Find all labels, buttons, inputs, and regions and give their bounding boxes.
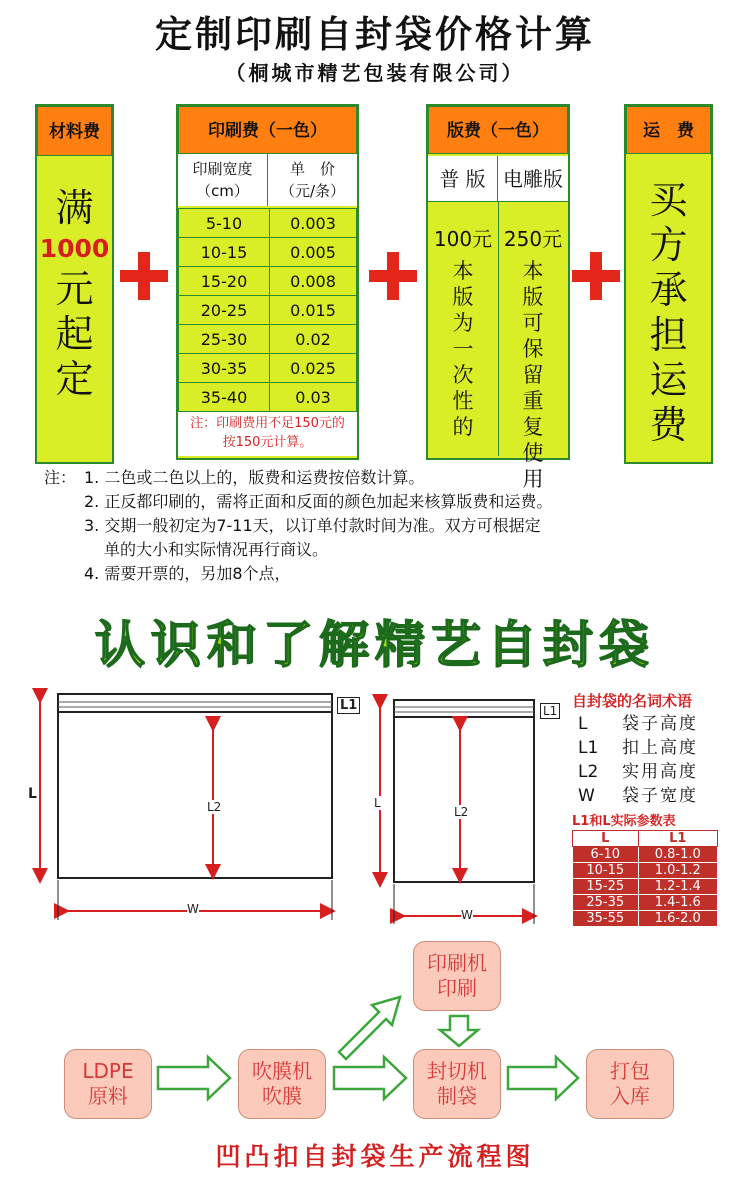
shipping-desc-char: 费	[649, 403, 688, 447]
printing-table-head	[178, 154, 357, 206]
shipping-desc-char: 承	[649, 268, 688, 312]
flow-sealing	[413, 1049, 501, 1119]
printing-width-cell: 30-35	[179, 354, 270, 383]
material-line-3: 元	[55, 267, 94, 311]
plate-engraved-desc-char: 重	[522, 389, 544, 413]
flow-raw-line-2: 原料	[88, 1084, 128, 1108]
plate-normal-label: 普 版	[428, 156, 498, 202]
plate-normal-desc-char: 版	[452, 285, 474, 309]
printing-note-line-2: 按150元计算。	[222, 435, 313, 450]
printing-width-cell: 35-40	[179, 383, 270, 412]
printing-width-cell: 20-25	[179, 296, 270, 325]
flow-print-line-1: 印刷机	[427, 951, 487, 975]
printing-price-row	[179, 296, 357, 325]
material-header-label: 材料费	[49, 122, 100, 142]
param-table-cell: 25-35	[573, 895, 639, 911]
printing-width-header: 印刷宽度	[192, 160, 253, 178]
param-table-header: L1	[638, 831, 717, 847]
printing-width-cell: 5-10	[179, 209, 270, 238]
flow-packing	[586, 1049, 674, 1119]
term-item	[572, 712, 748, 736]
param-table-row	[573, 911, 718, 927]
flow-pack-line-2: 入库	[610, 1084, 650, 1108]
printing-header	[178, 106, 357, 154]
param-table-cell: 35-55	[573, 911, 639, 927]
flow-printing	[413, 941, 501, 1011]
note-item-3-cont: 单的大小和实际情况再行商议。	[104, 540, 329, 559]
plate-normal-price: 100元	[433, 227, 493, 251]
param-table-cell: 1.4-1.6	[638, 895, 717, 911]
term-code: L2	[578, 762, 599, 782]
param-table-cell: 0.8-1.0	[638, 847, 717, 863]
term-item	[572, 736, 748, 760]
flow-pack-line-1: 打包	[610, 1059, 650, 1083]
large-bag-L1-label: L1	[337, 697, 360, 714]
plate-engraved-desc-char: 复	[522, 415, 544, 439]
plate-column	[426, 104, 570, 491]
term-code: L	[578, 714, 588, 734]
material-header	[37, 106, 112, 156]
plate-normal-desc-char: 本	[452, 259, 474, 283]
notes-prefix: 注：	[44, 468, 77, 487]
plate-engraved-body	[498, 224, 568, 492]
material-line-5: 定	[55, 357, 94, 401]
printing-note-line-1: 注：印刷费用不足150元的	[190, 416, 345, 431]
plate-engraved-label: 电雕版	[498, 156, 568, 202]
param-table-cell: 15-25	[573, 879, 639, 895]
page-title: 定制印刷自封袋价格计算	[155, 13, 595, 56]
note-item-3: 3. 交期一般初定为7-11天，以订单付款时间为准。双方可根据定	[84, 516, 541, 535]
printing-column	[176, 104, 359, 460]
shipping-body	[626, 178, 711, 448]
section-title: 认识和了解精艺自封袋	[95, 616, 655, 674]
printing-price-table	[178, 208, 357, 412]
bag-diagram	[0, 680, 560, 940]
printing-price-cell: 0.003	[270, 209, 357, 238]
plate-normal-desc-char: 性	[452, 389, 474, 413]
param-table-cell: 1.0-1.2	[638, 863, 717, 879]
param-table-cell: 10-15	[573, 863, 639, 879]
param-table-row	[573, 863, 718, 879]
printing-price-cell: 0.02	[270, 325, 357, 354]
param-table-cell: 1.2-1.4	[638, 879, 717, 895]
printing-price-header: 单 价	[289, 160, 335, 178]
printing-price-row	[179, 354, 357, 383]
plus-icon-vertical	[138, 252, 150, 300]
plate-normal-desc-char: 一	[452, 337, 474, 361]
plus-icon-vertical	[387, 252, 399, 300]
plate-engraved-desc-char: 版	[522, 285, 544, 309]
term-name: 袋子宽度	[622, 786, 698, 806]
param-table-row	[573, 879, 718, 895]
term-item	[572, 760, 748, 784]
large-bag-L-label: L	[28, 786, 37, 802]
plate-engraved-desc-char: 可	[522, 311, 544, 335]
param-table-title: L1和L实际参数表	[572, 814, 676, 829]
flow-seal-line-2: 制袋	[437, 1084, 477, 1108]
printing-note	[178, 412, 357, 456]
note-item-2: 2. 正反都印刷的，需将正面和反面的颜色加起来核算版费和运费。	[84, 492, 553, 511]
plate-header-label: 版费（一色）	[447, 121, 549, 141]
plate-engraved-price: 250元	[503, 227, 563, 251]
flow-blow-line-2: 吹膜	[262, 1084, 302, 1108]
printing-price-cell: 0.03	[270, 383, 357, 412]
plate-normal-desc-char: 的	[452, 415, 474, 439]
printing-header-label: 印刷费（一色）	[208, 121, 327, 141]
plate-header	[428, 106, 568, 154]
plate-normal-desc-char: 次	[452, 363, 474, 387]
printing-width-cell: 10-15	[179, 238, 270, 267]
small-bag-L1-label: L1	[540, 703, 560, 719]
printing-width-unit: （cm）	[196, 182, 249, 200]
plate-engraved-desc-char: 留	[522, 363, 544, 387]
param-table-row	[573, 847, 718, 863]
note-item-4: 4. 需要开票的，另加8个点，	[84, 564, 291, 583]
flow-title: 凹凸扣自封袋生产流程图	[215, 1142, 535, 1171]
large-bag-W-label: W	[187, 902, 199, 916]
shipping-header	[626, 106, 711, 154]
term-item	[572, 784, 748, 808]
printing-price-cell: 0.015	[270, 296, 357, 325]
plate-normal-body	[428, 224, 498, 440]
printing-price-cell: 0.008	[270, 267, 357, 296]
printing-price-cell: 0.005	[270, 238, 357, 267]
shipping-desc-char: 方	[649, 223, 688, 267]
shipping-desc-char: 买	[649, 178, 688, 222]
printing-price-cell: 0.025	[270, 354, 357, 383]
printing-price-row	[179, 267, 357, 296]
shipping-desc-char: 担	[649, 313, 688, 357]
material-body	[37, 186, 112, 402]
flow-blow-film	[238, 1049, 326, 1119]
flow-seal-line-1: 封切机	[427, 1059, 487, 1083]
printing-price-row	[179, 209, 357, 238]
material-line-4: 起	[55, 312, 94, 356]
printing-width-cell: 25-30	[179, 325, 270, 354]
param-table-row	[573, 895, 718, 911]
printing-price-row	[179, 238, 357, 267]
printing-price-row	[179, 325, 357, 354]
flow-blow-line-1: 吹膜机	[252, 1059, 312, 1083]
plate-normal-desc-char: 为	[452, 311, 474, 335]
param-table-header: L	[573, 831, 639, 847]
company-subtitle: （桐城市精艺包装有限公司）	[225, 61, 525, 85]
large-bag	[40, 694, 332, 920]
param-table-cell: 6-10	[573, 847, 639, 863]
small-bag-W-label: W	[461, 908, 473, 922]
printing-price-unit: （元/条）	[279, 182, 346, 200]
term-code: L1	[578, 738, 599, 758]
material-column	[35, 104, 114, 464]
note-item-1: 1. 二色或二色以上的，版费和运费按倍数计算。	[84, 468, 425, 487]
term-name: 实用高度	[622, 762, 698, 782]
plate-engraved-desc-char: 使	[522, 441, 544, 465]
notes-block	[44, 466, 724, 586]
param-table-block	[572, 814, 742, 927]
term-name: 袋子高度	[622, 714, 698, 734]
term-name: 扣上高度	[622, 738, 698, 758]
small-bag-L-label: L	[374, 796, 381, 810]
terms-title: 自封袋的名词术语	[572, 692, 693, 710]
plate-engraved-desc-char: 保	[522, 337, 544, 361]
printing-width-cell: 15-20	[179, 267, 270, 296]
param-table-cell: 1.6-2.0	[638, 911, 717, 927]
shipping-desc-char: 运	[649, 358, 688, 402]
flow-raw-line-1: LDPE	[82, 1059, 134, 1083]
plate-engraved-desc-char: 本	[522, 259, 544, 283]
plate-engraved-desc-char: 用	[522, 467, 544, 491]
flow-raw-material	[64, 1049, 152, 1119]
small-bag-L2-label: L2	[454, 805, 469, 819]
term-code: W	[578, 786, 595, 806]
plus-icon-vertical	[590, 252, 602, 300]
printing-price-row	[179, 383, 357, 412]
large-bag-L2-label: L2	[207, 800, 222, 814]
shipping-column	[624, 104, 713, 464]
param-table-header-row	[573, 831, 718, 847]
material-amount: 1000	[39, 234, 110, 263]
material-line-1: 满	[55, 186, 94, 230]
param-table	[572, 830, 718, 927]
terms-block	[572, 690, 748, 808]
flow-print-line-2: 印刷	[437, 976, 477, 1000]
shipping-header-label: 运 费	[643, 121, 694, 141]
